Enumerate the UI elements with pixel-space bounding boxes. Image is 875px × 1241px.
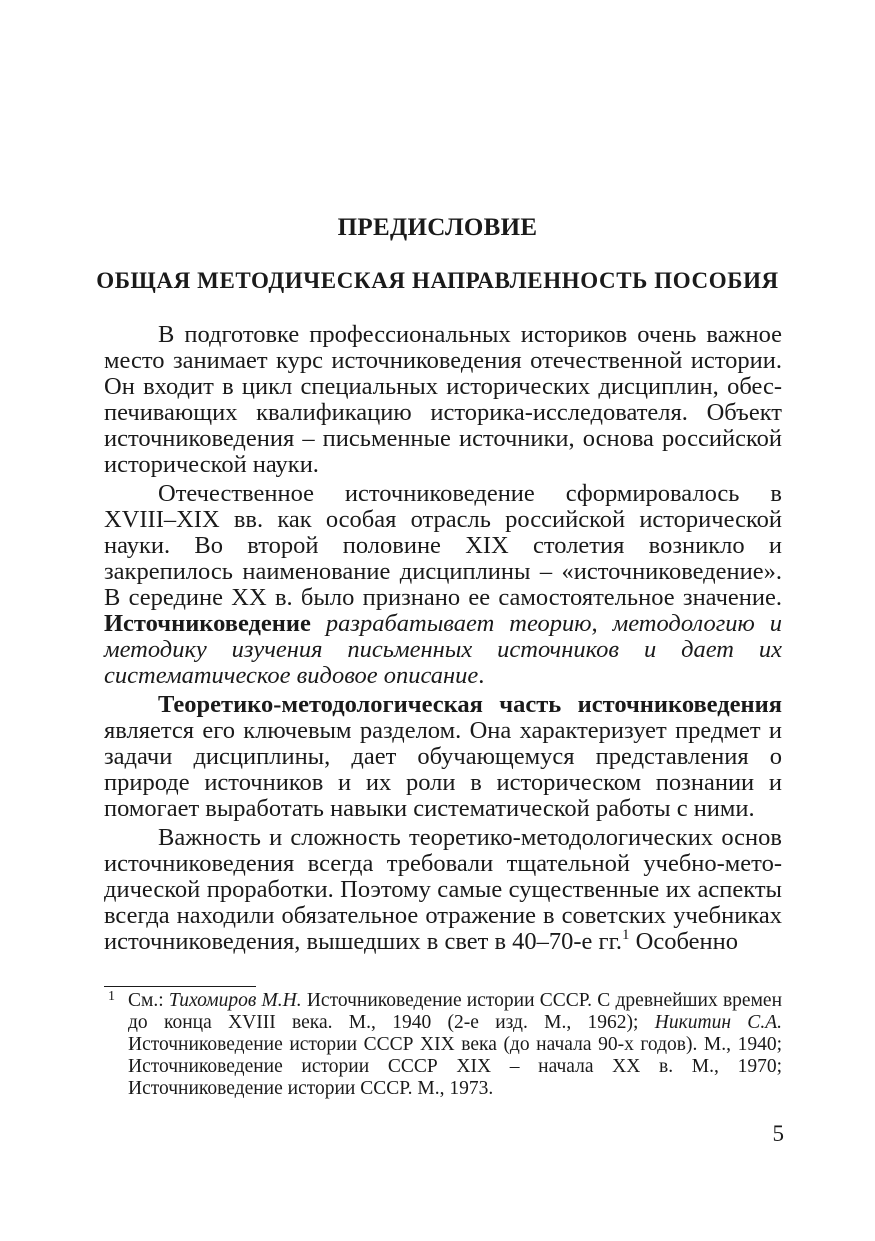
text-run: В подготовке профессиональных историков очень важное место занимает курс источниковедения отечественной истории. Он входит в цикл специальных исторических дисциплин, обеспечивающих квалификацию историка-исследователя. Объект источниковедения – письменные источники, основа российской исторической науки. <box>104 321 782 478</box>
text-run: Источниковедение истории СССР. С древнейших времен до конца XVIII века. М., 1940 (2-е изд. М., 1962); <box>128 990 783 1033</box>
italic-definition: разрабатывает теорию, методологию и методику изучения письменных источников и дает их систематическое видовое описание <box>104 610 782 689</box>
author-name: Никитин С.А. <box>654 1012 782 1033</box>
text-run: Важность и сложность теоретико-методологических основ источниковедения всегда требовали тщательной учебно-методической проработки. Поэтому самые существенные их аспекты всегда находили обязательное отражение в советских учебниках источниковедения, вышедших в свет в 40–70-е гг. <box>104 824 782 955</box>
text-run <box>311 610 326 637</box>
author-name: Тихомиров М.Н. <box>168 990 302 1011</box>
text-run: является его ключевым разделом. Она характеризует предмет и задачи дисциплины, дает обучающемуся представления о природе источников и их роли в историческом познании и помогает выработать навыки систематической работы с ними. <box>104 717 782 822</box>
text-run: Источниковедение истории СССР XIX века (до начала 90-х годов). М., 1940; Источниковедение истории СССР XIX – начала XX в. М., 1970; Источниковедение истории СССР. М., 1973. <box>128 1034 782 1099</box>
text-run: Отечественное источниковедение сформировалось в XVIII–XIX вв. как особая отрасль российской исторической науки. Во второй половине XIX столетия возникло и закрепилось наименование дисциплины – «источниковедение». В середине XX в. было признано ее самостоятельное значение. <box>104 480 782 611</box>
bold-term: Теоретико-методологическая часть источниковедения <box>158 691 782 718</box>
paragraph <box>104 825 782 955</box>
paragraph <box>104 481 782 689</box>
section-subheading: ОБЩАЯ МЕТОДИЧЕСКАЯ НАПРАВЛЕННОСТЬ ПОСОБИЯ <box>96 268 779 293</box>
text-run: . <box>478 662 485 689</box>
paragraph <box>104 322 782 478</box>
text-run: Особенно <box>629 928 738 955</box>
footnote-text <box>104 990 782 1100</box>
page-number: 5 <box>772 1121 784 1146</box>
text-run: См.: <box>128 990 169 1011</box>
bold-term: Источниковедение <box>104 610 311 637</box>
footnote-number: 1 <box>108 989 115 1004</box>
footnote-reference[interactable]: 1 <box>622 927 630 943</box>
main-text <box>104 322 782 955</box>
footnote <box>104 990 782 1100</box>
paragraph <box>104 692 782 822</box>
chapter-heading: ПРЕДИСЛОВИЕ <box>337 214 538 241</box>
footnote-divider <box>104 986 256 987</box>
